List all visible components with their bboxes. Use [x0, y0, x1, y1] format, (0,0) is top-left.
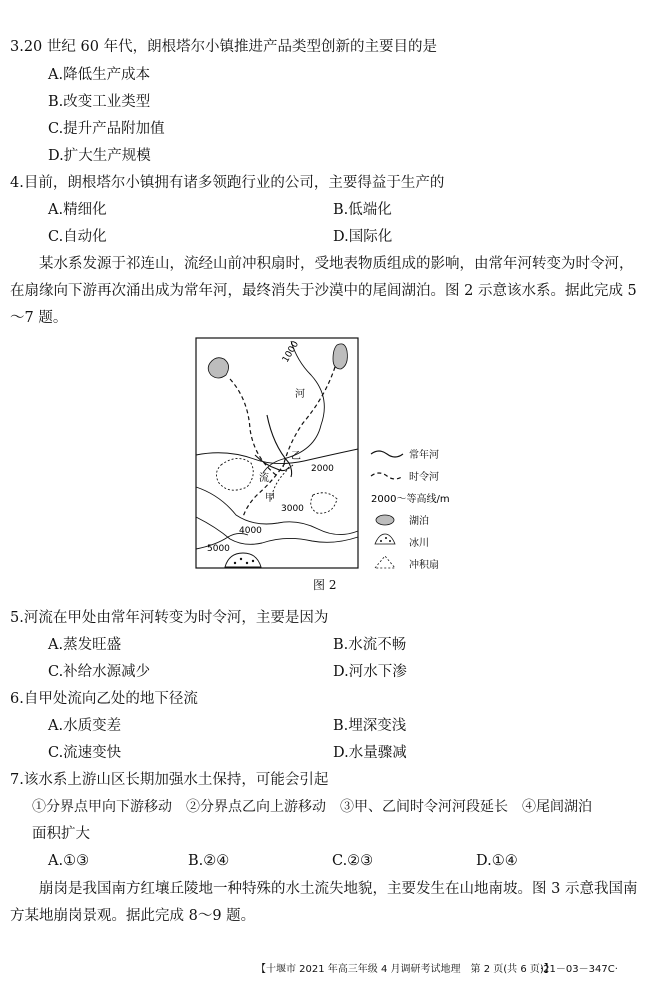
legend-label-seasonal: 时令河	[409, 472, 439, 483]
contour-4000	[196, 517, 358, 544]
q5-option-d: D.河水下渗	[333, 664, 407, 680]
lake-icon	[376, 515, 394, 525]
legend-label-fan: 冲积扇	[409, 560, 439, 571]
q7-option-d: D.①④	[476, 853, 518, 869]
label-3000: 3000	[281, 504, 304, 514]
label-liu: 流	[259, 473, 269, 484]
q5-option-b: B.水流不畅	[333, 637, 407, 653]
q5-option-a: A.蒸发旺盛	[48, 637, 122, 653]
legend-label-perennial: 常年河	[409, 450, 439, 461]
label-2000: 2000	[311, 464, 334, 474]
page-footer-code: ·21－03－347C·	[540, 964, 618, 975]
alluvial-fan-icon	[375, 556, 395, 568]
label-he: 河	[295, 389, 305, 400]
legend-label-glacier: 冰川	[409, 538, 429, 549]
q3-option-b: B.改变工业类型	[48, 94, 151, 110]
glacier-icon	[375, 534, 395, 544]
intro-paragraph-5-7: 某水系发源于祁连山，流经山前冲积扇时，受地表物质组成的影响，由常年河转变为时令河，在扇缘向下游再次涌出成为常年河，最终消失于沙漠中的尾闾湖泊。图 2 示意该水系。据此完成 5～7 题。	[10, 256, 637, 326]
page-footer: 【十堰市 2021 年高三年级 4 月调研考试地理 第 2 页(共 6 页)】	[256, 964, 554, 975]
q4-option-d: D.国际化	[333, 229, 393, 245]
intro-paragraph-8-9: 崩岗是我国南方红壤丘陵地一种特殊的水土流失地貌，主要发生在山地南坡。图 3 示意我国南方某地崩岗景观。据此完成 8～9 题。	[10, 881, 638, 924]
q4-option-a: A.精细化	[48, 202, 107, 218]
q6-option-b: B.埋深变浅	[333, 718, 407, 734]
q3-option-a: A.降低生产成本	[48, 67, 151, 83]
q7-option-c: C.②③	[332, 853, 374, 869]
q6-stem: 6.自甲处流向乙处的地下径流	[10, 691, 198, 707]
legend-label-lake: 湖泊	[409, 516, 429, 527]
water-system-map	[195, 337, 475, 572]
seasonal-river-icon	[371, 473, 403, 479]
q4-option-c: C.自动化	[48, 229, 107, 245]
q4-option-b: B.低端化	[333, 202, 392, 218]
lake-upper-right	[333, 344, 347, 369]
label-4000: 4000	[239, 526, 262, 536]
q4-stem: 4.目前，朗根塔尔小镇拥有诸多领跑行业的公司，主要得益于生产的	[10, 175, 445, 191]
alluvial-fan-left	[216, 458, 253, 490]
map-legend	[371, 448, 450, 571]
q6-option-d: D.水量骤减	[333, 745, 407, 761]
alluvial-fan-right	[311, 493, 337, 513]
q7-statements-line1: ①分界点甲向下游移动 ②分界点乙向上游移动 ③甲、乙间时令河河段延长 ④尾闾湖泊	[32, 799, 592, 815]
figure-2-caption: 图 2	[313, 578, 337, 592]
perennial-river-icon	[371, 451, 403, 457]
q7-option-a: A.①③	[48, 853, 90, 869]
q7-stem: 7.该水系上游山区长期加强水土保持，可能会引起	[10, 772, 329, 788]
q6-option-c: C.流速变快	[48, 745, 122, 761]
q6-option-a: A.水质变差	[48, 718, 122, 734]
q3-option-c: C.提升产品附加值	[48, 121, 165, 137]
q3-option-d: D.扩大生产规模	[48, 148, 151, 164]
lake-upper-left	[208, 358, 228, 378]
glacier	[225, 553, 261, 567]
figure-2	[195, 337, 475, 576]
legend-label-contour: 2000～等高线/m	[371, 494, 450, 505]
label-5000: 5000	[207, 544, 230, 554]
label-jia: 甲	[265, 493, 275, 504]
q5-stem: 5.河流在甲处由常年河转变为时令河，主要是因为	[10, 610, 329, 626]
q7-statements-line2: 面积扩大	[32, 826, 90, 842]
q7-option-b: B.②④	[188, 853, 230, 869]
label-1000-top: 1000	[280, 339, 302, 365]
label-yi: 乙	[291, 451, 301, 462]
contour-3000	[196, 487, 358, 535]
q5-option-c: C.补给水源减少	[48, 664, 151, 680]
q3-stem: 3.20 世纪 60 年代，朗根塔尔小镇推进产品类型创新的主要目的是	[10, 39, 438, 55]
seasonal-river-upper-left	[230, 379, 276, 475]
